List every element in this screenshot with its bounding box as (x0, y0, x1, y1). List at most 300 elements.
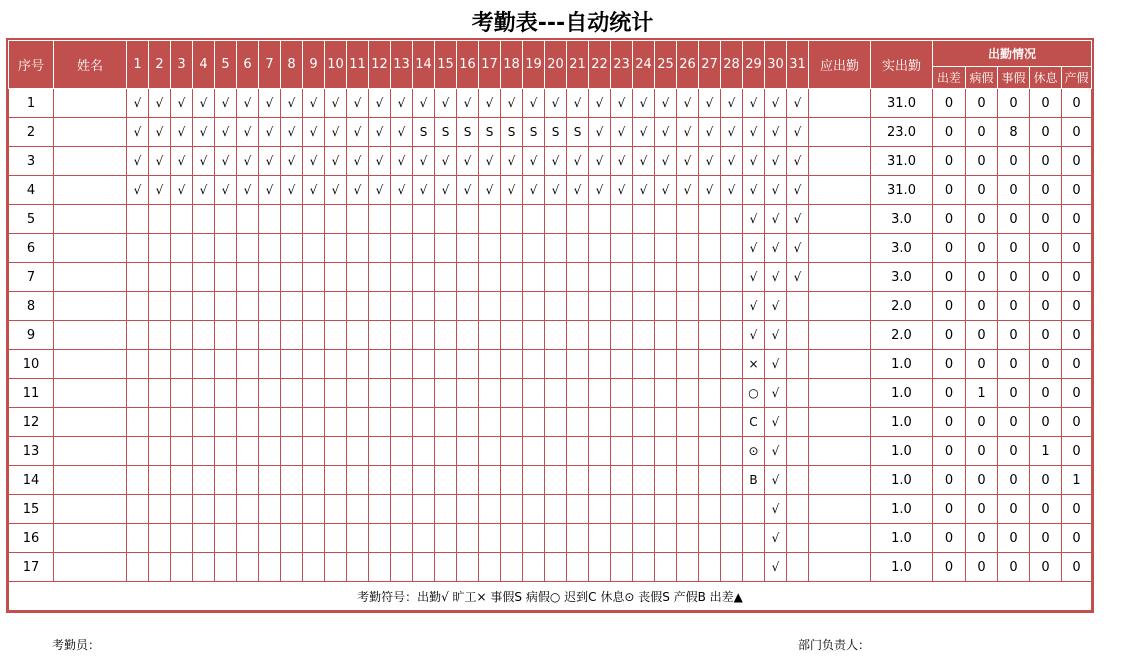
cell-day (259, 466, 281, 495)
table-row (9, 437, 1092, 466)
cell-stat: 0 (933, 437, 966, 466)
table-row (9, 205, 1092, 234)
cell-day (699, 553, 721, 582)
cell-stat: 1 (1030, 437, 1062, 466)
cell-day: √ (765, 89, 787, 118)
header-day: 7 (259, 41, 281, 89)
cell-day (655, 466, 677, 495)
cell-day: √ (721, 118, 743, 147)
cell-day (413, 466, 435, 495)
cell-day (589, 350, 611, 379)
cell-day (347, 234, 369, 263)
header-name: 姓名 (54, 41, 127, 89)
cell-day: √ (237, 147, 259, 176)
cell-day: √ (787, 205, 809, 234)
cell-stat: 0 (933, 118, 966, 147)
cell-day (215, 350, 237, 379)
cell-day (501, 350, 523, 379)
cell-day (589, 321, 611, 350)
cell-stat: 0 (933, 350, 966, 379)
cell-day (545, 263, 567, 292)
cell-day (457, 263, 479, 292)
cell-day (391, 379, 413, 408)
cell-day (193, 379, 215, 408)
header-day: 9 (303, 41, 325, 89)
cell-day (655, 292, 677, 321)
cell-day (369, 437, 391, 466)
cell-day (215, 292, 237, 321)
cell-day: S (479, 118, 501, 147)
cell-seq: 1 (9, 89, 54, 118)
cell-day (325, 350, 347, 379)
cell-day (127, 234, 149, 263)
cell-day (721, 553, 743, 582)
cell-day (259, 321, 281, 350)
page-title: 考勤表---自动统计 (471, 11, 654, 36)
cell-day (457, 292, 479, 321)
cell-day (721, 321, 743, 350)
cell-day (699, 350, 721, 379)
cell-day: √ (655, 89, 677, 118)
cell-day (193, 524, 215, 553)
cell-day (699, 292, 721, 321)
cell-day (721, 408, 743, 437)
cell-day (611, 234, 633, 263)
cell-day (523, 466, 545, 495)
cell-day (787, 524, 809, 553)
cell-stat: 0 (1030, 466, 1062, 495)
cell-day (787, 408, 809, 437)
cell-day: √ (347, 147, 369, 176)
cell-stat: 0 (1062, 205, 1092, 234)
cell-day (523, 408, 545, 437)
cell-stat: 0 (1030, 553, 1062, 582)
cell-day (457, 350, 479, 379)
cell-day (699, 321, 721, 350)
cell-day: √ (633, 89, 655, 118)
cell-day (413, 263, 435, 292)
cell-day: S (501, 118, 523, 147)
cell-day (281, 437, 303, 466)
cell-stat: 0 (966, 89, 998, 118)
cell-day (369, 466, 391, 495)
cell-day (435, 292, 457, 321)
cell-day (589, 379, 611, 408)
cell-day (589, 205, 611, 234)
cell-day (127, 263, 149, 292)
cell-day: √ (457, 147, 479, 176)
cell-name (54, 408, 127, 437)
cell-expected (809, 147, 871, 176)
cell-day (457, 321, 479, 350)
cell-day: √ (501, 176, 523, 205)
cell-day: √ (633, 147, 655, 176)
header-day: 20 (545, 41, 567, 89)
cell-day (567, 495, 589, 524)
cell-day (479, 408, 501, 437)
cell-stat: 0 (1062, 147, 1092, 176)
cell-day (479, 524, 501, 553)
cell-day (259, 263, 281, 292)
cell-day (677, 379, 699, 408)
header-sub-1: 病假 (966, 67, 998, 89)
cell-stat: 0 (966, 234, 998, 263)
cell-day: √ (171, 89, 193, 118)
cell-day (259, 350, 281, 379)
cell-actual: 1.0 (871, 408, 933, 437)
header-day: 5 (215, 41, 237, 89)
cell-day (193, 408, 215, 437)
cell-day (787, 379, 809, 408)
cell-day (523, 234, 545, 263)
cell-stat: 0 (1030, 118, 1062, 147)
cell-day (127, 437, 149, 466)
cell-day (655, 234, 677, 263)
cell-day: √ (127, 89, 149, 118)
cell-day (655, 437, 677, 466)
cell-day (413, 495, 435, 524)
cell-expected (809, 553, 871, 582)
cell-stat: 0 (933, 495, 966, 524)
cell-day: S (523, 118, 545, 147)
cell-day: √ (391, 118, 413, 147)
cell-day (391, 408, 413, 437)
cell-day: √ (589, 118, 611, 147)
cell-actual: 31.0 (871, 176, 933, 205)
cell-seq: 2 (9, 118, 54, 147)
cell-stat: 0 (998, 553, 1030, 582)
cell-day (677, 495, 699, 524)
cell-stat: 0 (1062, 234, 1092, 263)
cell-day (149, 234, 171, 263)
cell-day: √ (259, 89, 281, 118)
cell-day (369, 524, 391, 553)
cell-day: √ (281, 176, 303, 205)
cell-day (611, 263, 633, 292)
cell-day (633, 234, 655, 263)
cell-day: √ (193, 89, 215, 118)
cell-day: √ (127, 176, 149, 205)
cell-day (193, 553, 215, 582)
cell-day (655, 408, 677, 437)
table-row (9, 466, 1092, 495)
cell-day (149, 408, 171, 437)
cell-day (721, 524, 743, 553)
cell-day (699, 408, 721, 437)
header-sub-3: 休息 (1030, 67, 1062, 89)
cell-day (435, 205, 457, 234)
cell-day (545, 205, 567, 234)
cell-day: √ (325, 147, 347, 176)
cell-day: √ (743, 205, 765, 234)
cell-day: √ (325, 118, 347, 147)
header-attendance-group: 出勤情况 (933, 41, 1092, 67)
cell-day (545, 292, 567, 321)
cell-day (611, 495, 633, 524)
header-day: 19 (523, 41, 545, 89)
cell-day: √ (149, 147, 171, 176)
cell-day (237, 437, 259, 466)
cell-day (149, 263, 171, 292)
cell-day (369, 408, 391, 437)
cell-day (369, 495, 391, 524)
cell-day: √ (699, 118, 721, 147)
cell-day (435, 350, 457, 379)
cell-day (303, 437, 325, 466)
cell-day (589, 524, 611, 553)
cell-day (171, 495, 193, 524)
cell-day (699, 524, 721, 553)
cell-day (413, 292, 435, 321)
cell-day (325, 495, 347, 524)
header-day: 6 (237, 41, 259, 89)
cell-day (193, 263, 215, 292)
cell-day (567, 437, 589, 466)
cell-day (149, 350, 171, 379)
cell-day (413, 437, 435, 466)
attendance-table (8, 40, 1092, 611)
cell-day (259, 234, 281, 263)
cell-day: √ (699, 176, 721, 205)
cell-day (237, 350, 259, 379)
cell-day (677, 408, 699, 437)
cell-day (149, 466, 171, 495)
cell-day: √ (193, 147, 215, 176)
cell-name (54, 437, 127, 466)
cell-day (303, 350, 325, 379)
cell-day: √ (457, 89, 479, 118)
cell-day: S (413, 118, 435, 147)
cell-day (325, 292, 347, 321)
cell-day (589, 263, 611, 292)
cell-stat: 0 (1030, 205, 1062, 234)
cell-stat: 0 (966, 118, 998, 147)
cell-day: √ (435, 147, 457, 176)
cell-day: √ (369, 89, 391, 118)
cell-day (347, 321, 369, 350)
cell-day (413, 350, 435, 379)
cell-day (193, 437, 215, 466)
cell-day: √ (699, 147, 721, 176)
cell-day (699, 205, 721, 234)
cell-expected (809, 118, 871, 147)
cell-day (479, 437, 501, 466)
cell-day (677, 321, 699, 350)
cell-day (347, 292, 369, 321)
cell-day (259, 553, 281, 582)
cell-stat: 0 (933, 553, 966, 582)
attendance-clerk-label: 考勤员： (52, 638, 101, 652)
cell-seq: 9 (9, 321, 54, 350)
cell-day (171, 379, 193, 408)
cell-day (523, 263, 545, 292)
cell-stat: 0 (966, 350, 998, 379)
cell-stat: 0 (998, 176, 1030, 205)
cell-day (567, 408, 589, 437)
cell-day (479, 350, 501, 379)
cell-day (193, 495, 215, 524)
cell-day (633, 263, 655, 292)
cell-day (347, 350, 369, 379)
cell-day: √ (413, 147, 435, 176)
cell-day (237, 321, 259, 350)
cell-stat: 0 (1030, 234, 1062, 263)
cell-day (127, 379, 149, 408)
cell-day (545, 234, 567, 263)
cell-seq: 12 (9, 408, 54, 437)
cell-day (215, 408, 237, 437)
cell-stat: 0 (966, 205, 998, 234)
cell-stat: 0 (998, 524, 1030, 553)
cell-name (54, 176, 127, 205)
cell-day: √ (347, 176, 369, 205)
cell-day (369, 350, 391, 379)
cell-day (435, 524, 457, 553)
cell-day: √ (479, 147, 501, 176)
cell-stat: 0 (1062, 553, 1092, 582)
cell-day: √ (237, 89, 259, 118)
cell-stat: 0 (1030, 379, 1062, 408)
cell-day (589, 466, 611, 495)
cell-day (303, 234, 325, 263)
cell-expected (809, 408, 871, 437)
cell-day: √ (765, 118, 787, 147)
cell-day: √ (215, 176, 237, 205)
cell-day (479, 466, 501, 495)
cell-name (54, 118, 127, 147)
cell-day: √ (281, 89, 303, 118)
cell-stat: 0 (933, 292, 966, 321)
cell-day: √ (193, 118, 215, 147)
cell-day (787, 495, 809, 524)
cell-day (699, 437, 721, 466)
cell-day (303, 321, 325, 350)
cell-seq: 6 (9, 234, 54, 263)
cell-stat: 0 (1030, 350, 1062, 379)
cell-day: √ (303, 176, 325, 205)
cell-day (237, 379, 259, 408)
cell-day: √ (215, 89, 237, 118)
cell-day (347, 524, 369, 553)
cell-day: √ (303, 118, 325, 147)
cell-day (193, 321, 215, 350)
cell-stat: 0 (1062, 118, 1092, 147)
cell-day (237, 408, 259, 437)
table-row (9, 379, 1092, 408)
header-day: 4 (193, 41, 215, 89)
cell-stat: 0 (998, 263, 1030, 292)
header-sub-2: 事假 (998, 67, 1030, 89)
cell-day (259, 437, 281, 466)
table-row (9, 350, 1092, 379)
cell-actual: 2.0 (871, 321, 933, 350)
cell-stat: 0 (966, 147, 998, 176)
cell-day (655, 379, 677, 408)
cell-actual: 1.0 (871, 379, 933, 408)
cell-day (215, 553, 237, 582)
cell-day: √ (765, 524, 787, 553)
cell-day (721, 263, 743, 292)
cell-day: √ (127, 147, 149, 176)
cell-stat: 0 (933, 205, 966, 234)
cell-day: √ (369, 176, 391, 205)
cell-day (633, 437, 655, 466)
cell-day (369, 379, 391, 408)
cell-day (479, 379, 501, 408)
cell-day: √ (501, 89, 523, 118)
cell-expected (809, 176, 871, 205)
cell-day (215, 437, 237, 466)
cell-stat: 0 (1062, 89, 1092, 118)
cell-day (787, 292, 809, 321)
cell-day: C (743, 408, 765, 437)
header-day: 16 (457, 41, 479, 89)
cell-day: √ (523, 176, 545, 205)
cell-expected (809, 437, 871, 466)
cell-expected (809, 263, 871, 292)
cell-day (215, 379, 237, 408)
cell-day (523, 379, 545, 408)
cell-stat: 0 (933, 176, 966, 205)
cell-stat: 0 (1062, 495, 1092, 524)
cell-day (325, 408, 347, 437)
cell-day (611, 292, 633, 321)
cell-day (303, 466, 325, 495)
cell-day (281, 524, 303, 553)
cell-day: √ (413, 89, 435, 118)
cell-day (633, 466, 655, 495)
cell-day (413, 524, 435, 553)
cell-day (501, 234, 523, 263)
cell-stat: 0 (933, 408, 966, 437)
cell-stat: 0 (998, 466, 1030, 495)
cell-day (501, 466, 523, 495)
header-sub-0: 出差 (933, 67, 966, 89)
cell-day (611, 466, 633, 495)
cell-day: √ (567, 176, 589, 205)
cell-stat: 0 (933, 263, 966, 292)
cell-day (567, 321, 589, 350)
cell-stat: 0 (998, 408, 1030, 437)
cell-day: √ (743, 89, 765, 118)
cell-actual: 1.0 (871, 350, 933, 379)
cell-seq: 10 (9, 350, 54, 379)
cell-day (633, 379, 655, 408)
cell-day (325, 553, 347, 582)
cell-day (369, 553, 391, 582)
cell-day (721, 466, 743, 495)
cell-day: √ (743, 147, 765, 176)
cell-day (479, 321, 501, 350)
cell-day (237, 292, 259, 321)
cell-day (699, 263, 721, 292)
cell-day (303, 379, 325, 408)
cell-day (281, 321, 303, 350)
cell-day: √ (721, 176, 743, 205)
cell-day (545, 408, 567, 437)
cell-day (633, 553, 655, 582)
cell-day (501, 379, 523, 408)
cell-day (303, 292, 325, 321)
cell-day (787, 553, 809, 582)
cell-day (303, 524, 325, 553)
cell-day (787, 350, 809, 379)
cell-day (435, 495, 457, 524)
cell-day (347, 495, 369, 524)
cell-day (523, 495, 545, 524)
cell-day (567, 350, 589, 379)
cell-seq: 16 (9, 524, 54, 553)
